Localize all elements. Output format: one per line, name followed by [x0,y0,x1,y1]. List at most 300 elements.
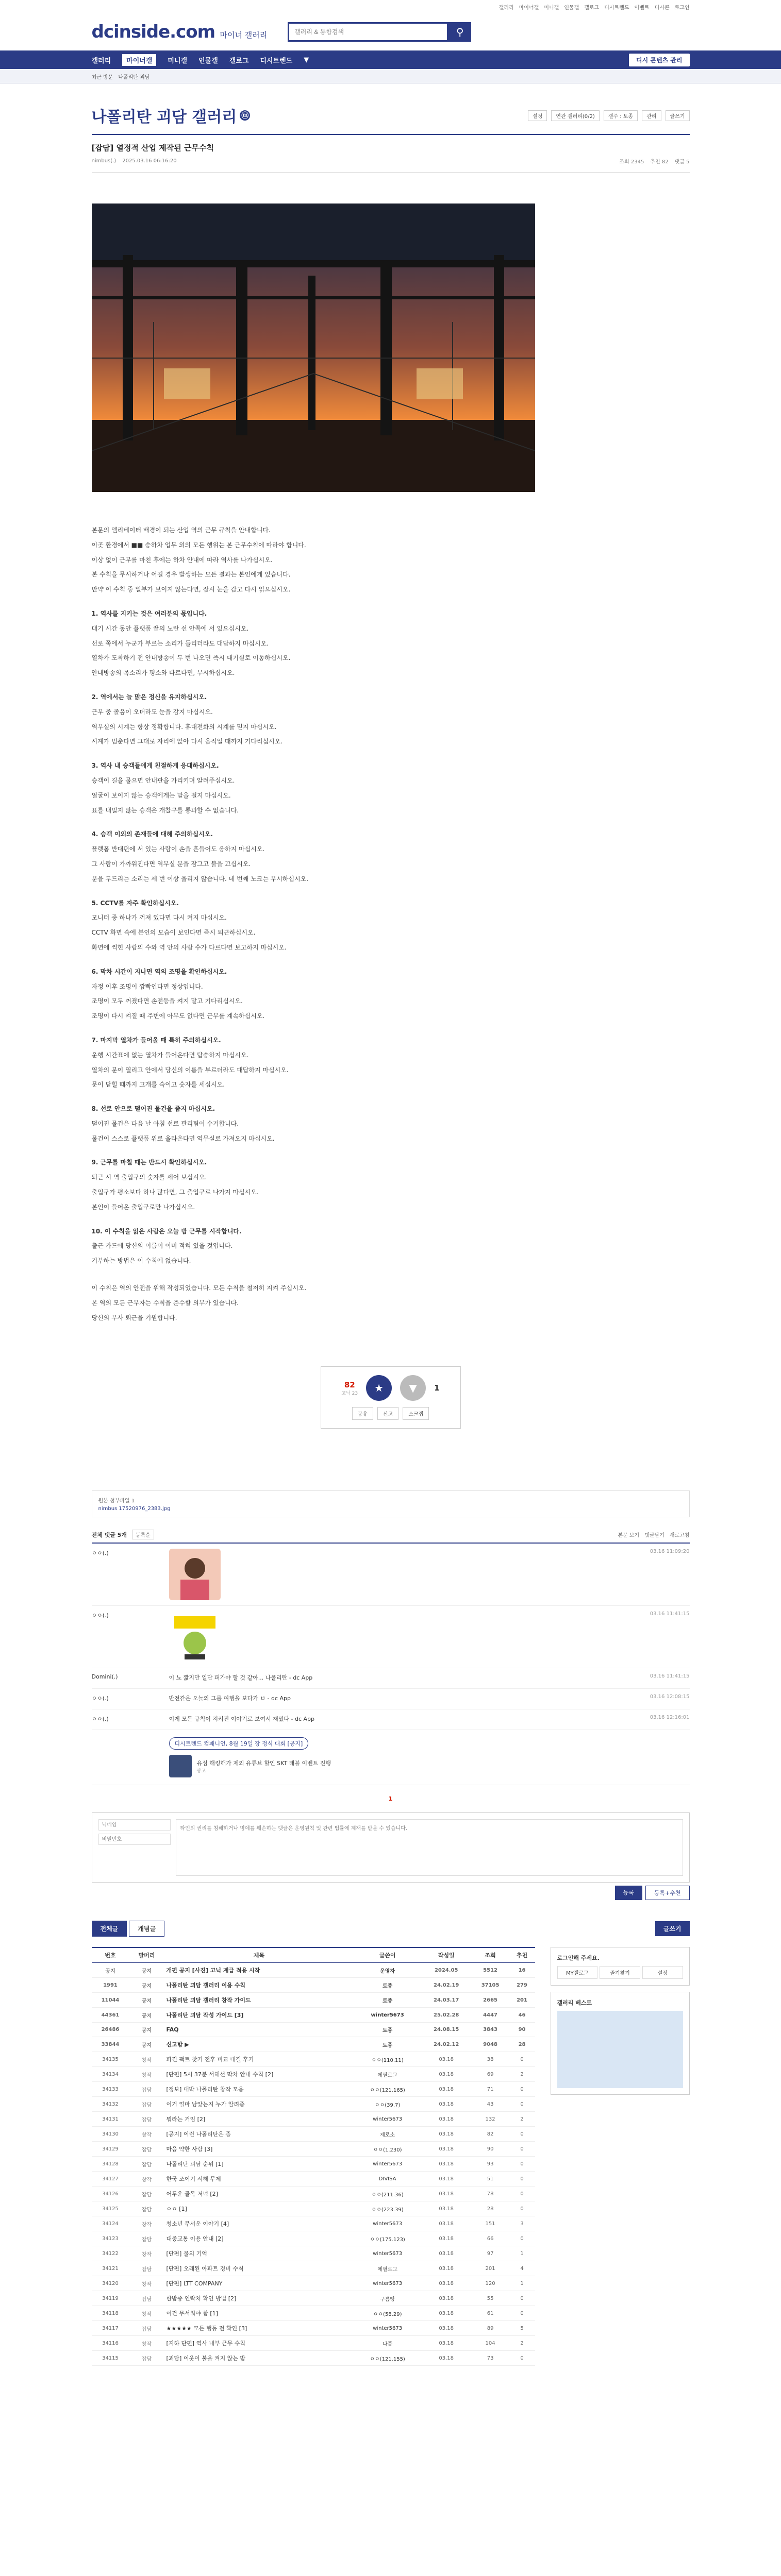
cell-title[interactable]: 나폴리탄 괴담 작성 가이드 [3] [164,2008,354,2023]
cell-writer[interactable]: winter5673 [354,2321,421,2336]
trend-image[interactable] [557,2011,683,2088]
comment-header [92,1530,690,1544]
recommend-area [92,1366,690,1429]
table-row[interactable] [92,2276,535,2291]
cell-sub: 창작 [129,2172,164,2187]
cell-view: 38 [472,2052,509,2067]
table-row[interactable] [92,2246,535,2261]
sidebar [551,1947,690,2366]
recommend-up-count: 82 [344,1380,355,1389]
table-row[interactable] [92,2216,535,2231]
cell-title[interactable]: [괴담] 이웃이 불을 켜지 않는 밤 [164,2351,354,2366]
table-row[interactable] [92,2231,535,2246]
comment-nick[interactable]: Domini(.) [91,1673,118,1681]
comment-pagination [92,1795,690,1802]
submit-comment-button[interactable]: 등록 [615,1886,642,1900]
cell-num: 34134 [92,2067,129,2082]
board-area [92,1947,690,2366]
cell-view: 4447 [472,2008,509,2023]
cell-date: 03.18 [421,2276,472,2291]
rule-line: 떨어진 물건은 다음 날 아침 선로 관리팀이 수거합니다. [91,1120,239,1127]
cell-date: 03.18 [421,2127,472,2142]
cell-num: 34115 [92,2351,129,2366]
side-tab-settings[interactable]: 설정 [642,1966,683,1979]
cell-writer[interactable]: ㅇㅇ(110.11) [354,2052,421,2067]
share-button[interactable]: 공유 [352,1407,373,1420]
post-image[interactable] [92,204,535,492]
cell-num: 34129 [92,2142,129,2157]
cell-rec: 0 [509,2231,535,2246]
col-views: 조회 [485,1952,496,1959]
cell-sub: 창작 [129,2246,164,2261]
cell-title[interactable]: 이거 얼마 남았는지 누가 알려줌 [164,2097,354,2112]
cell-rec: 5 [509,2321,535,2336]
cell-writer[interactable]: ㅇㅇ(211.36) [354,2187,421,2201]
search-icon: ⚲ [456,26,464,38]
side-tab-gallog[interactable]: MY갤로그 [557,1966,598,1979]
cell-view: 73 [472,2351,509,2366]
cell-title[interactable]: ㅇㅇ [1] [164,2201,354,2216]
cell-title[interactable]: 이건 무서워야 함 [1] [164,2306,354,2321]
gallery-manager[interactable]: 갤주 : 토종 [604,110,638,121]
cell-num: 1991 [92,1978,129,1993]
intro-paragraph: 이상 없이 근무를 마친 후에는 하차 안내에 따라 역사를 나가십시오. [91,556,273,564]
comment-write-box [92,1812,690,1883]
util-link[interactable]: 미니갤 [544,5,559,11]
table-row[interactable] [92,2157,535,2172]
cell-num: 11044 [92,1993,129,2008]
cell-rec: 2 [509,2067,535,2082]
cell-writer[interactable]: ㅇㅇ(223.39) [354,2201,421,2216]
person-photo [169,1549,221,1600]
comment-date: 03.16 11:09:20 [650,1549,690,1555]
refresh-comments-link[interactable]: 새로고침 [669,1533,690,1539]
ad-title[interactable]: 유심 해킹해가 제외 유튜브 할인 SKT 태블 이벤트 진행 [196,1759,331,1767]
cell-view: 2665 [472,1993,509,2008]
cell-view: 151 [472,2216,509,2231]
rule-line: CCTV 화면 속에 본인의 모습이 보인다면 즉시 퇴근하십시오. [91,929,256,937]
cell-view: 97 [472,2246,509,2261]
ad-label: 광고 [196,1768,206,1774]
rule-line: 본인이 들어온 출입구로만 나가십시오. [91,1203,195,1211]
cell-title[interactable]: [단편] LTT COMPANY [164,2276,354,2291]
fixed-nick-recommend: 고닉 23 [341,1391,358,1396]
cell-sub: 잡담 [129,2097,164,2112]
related-gallery-button[interactable]: 연관 갤러리(0/2) [551,110,599,121]
rule-heading: 9. 근무를 마칠 때는 반드시 확인하십시오. [91,1159,207,1166]
cell-num: 34130 [92,2127,129,2142]
cell-date: 03.18 [421,2321,472,2336]
cell-title[interactable]: 뭐라는 거임 [2] [164,2112,354,2127]
cell-rec: 0 [509,2052,535,2067]
rule-line: 모니터 중 하나가 꺼져 있다면 다시 켜지 마십시오. [91,914,227,922]
comment-date: 03.16 12:16:01 [650,1715,690,1721]
cell-rec: 16 [509,1963,535,1978]
util-link[interactable]: 이벤트 [634,5,650,11]
cell-sub: 공지 [129,1993,164,2008]
table-row[interactable] [92,2351,535,2366]
rule-heading: 1. 역사를 지키는 것은 여러분의 몫입니다. [91,609,207,617]
rule-line: 조명이 모두 꺼졌다면 손전등을 켜지 말고 기다리십시오. [91,997,243,1005]
recent-visit-bar [0,69,781,83]
cell-writer[interactable]: ㅇㅇ(175.123) [354,2231,421,2246]
rule-line: 조명이 다시 켜질 때 주변에 아무도 없다면 근무를 계속하십시오. [91,1012,265,1020]
cell-title[interactable]: 나폴리탄 괴담 갤러리 창작 가이드 [164,1993,354,2008]
nav-item-trend[interactable]: 디시트렌드 [260,57,293,65]
intro-paragraph: 본문의 엘리베이터 배경이 되는 산업 역의 근무 규칙을 안내합니다. [91,527,271,534]
cell-rec: 2 [509,2336,535,2351]
cell-writer[interactable]: ㅇㅇ(58.29) [354,2306,421,2321]
list-tabs [92,1921,690,1937]
comment-nick[interactable]: ㅇㅇ(.) [91,1550,109,1557]
rule-line: 얼굴이 보이지 않는 승객에게는 말을 걸지 마십시오. [91,791,231,799]
util-link[interactable]: 마이너갤 [519,5,539,11]
util-link[interactable]: 갤로그 [584,5,600,11]
cell-date: 25.02.28 [421,2008,472,2023]
rule-heading: 10. 이 수칙을 읽은 사람은 오늘 밤 근무를 시작합니다. [91,1227,242,1235]
cell-num: 공지 [92,1963,129,1978]
view-post-link[interactable]: 본문 보기 [618,1533,640,1539]
ad-tag[interactable]: 디시트렌드 컴패니언, 8월 19일 장 정식 대회 [공지] [169,1737,309,1750]
submit-recommend-button[interactable]: 등록+추천 [645,1886,690,1900]
table-row[interactable] [92,2008,535,2023]
nickname-input[interactable] [98,1819,171,1831]
table-row[interactable] [92,2336,535,2351]
cell-title[interactable]: ★★★★★ 모든 행동 전 확인 [3] [164,2321,354,2336]
cell-title[interactable]: [정보] 대박 나폴리탄 창작 모음 [164,2082,354,2097]
cell-writer[interactable]: DIVISA [354,2172,421,2187]
comment-image[interactable] [169,1549,221,1600]
cell-title[interactable]: [단편] 오래된 아파트 경비 수칙 [164,2261,354,2276]
cell-date: 03.18 [421,2336,472,2351]
nav-item-minor[interactable]: 마이너갤 [122,54,156,66]
table-row[interactable] [92,1978,535,1993]
table-row[interactable] [92,2023,535,2037]
cell-title[interactable]: 나폴리탄 괴담 갤러리 이용 수칙 [164,1978,354,1993]
cell-date: 03.18 [421,2201,472,2216]
cell-writer[interactable]: 토종 [354,2037,421,2052]
cell-title[interactable]: 신고함 ▶ [164,2037,354,2052]
cell-writer[interactable]: ㅇㅇ(39.7) [354,2097,421,2112]
cell-sub: 잡담 [129,2157,164,2172]
post-author[interactable]: nimbus(.) [91,158,117,164]
ad-thumbnail[interactable] [169,1755,192,1777]
cell-title[interactable]: 청소년 무서운 이야기 [4] [164,2216,354,2231]
cell-date: 2024.05 [421,1963,472,1978]
table-row[interactable] [92,2187,535,2201]
cell-view: 3843 [472,2023,509,2037]
cell-view: 90 [472,2142,509,2157]
table-row[interactable] [92,2127,535,2142]
rule-heading: 3. 역사 내 승객들에게 친절하게 응대하십시오. [91,762,219,770]
post-comment-count[interactable]: 댓글 5 [674,159,690,165]
rule-line: 시계가 멈춘다면 그대로 자리에 앉아 다시 움직일 때까지 기다리십시오. [91,738,283,745]
comment-date: 03.16 11:41:15 [650,1673,690,1680]
rule-line: 화면에 찍힌 사람의 수와 역 안의 사람 수가 다르다면 보고하지 마십시오. [91,943,287,951]
login-link[interactable]: 로그인 [674,5,690,11]
cell-sub: 잡담 [129,2112,164,2127]
nav-item-person[interactable]: 인물갤 [198,57,218,65]
cell-writer[interactable]: 제로소 [354,2127,421,2142]
cell-writer[interactable]: 나폴 [354,2336,421,2351]
cell-writer[interactable]: winter5673 [354,2008,421,2023]
post-title: [잡담] 열정적 산업 제작된 근무수칙 [91,143,214,152]
cell-sub: 잡담 [129,2142,164,2157]
cell-date: 03.18 [421,2306,472,2321]
table-row[interactable] [92,2142,535,2157]
cell-rec: 4 [509,2261,535,2276]
cell-writer[interactable]: 토종 [354,1978,421,1993]
search-input[interactable] [288,22,448,42]
recommend-down-button[interactable] [400,1375,426,1401]
cell-rec: 201 [509,1993,535,2008]
page-number[interactable]: 1 [388,1795,393,1803]
tab-best-posts[interactable]: 개념글 [129,1921,164,1937]
cell-num: 34116 [92,2336,129,2351]
rule-line: 출입구가 평소보다 하나 많다면, 그 출입구로 나가지 마십시오. [91,1189,259,1196]
table-row[interactable] [92,1993,535,2008]
cell-date: 03.18 [421,2112,472,2127]
cell-rec: 0 [509,2127,535,2142]
nav-more-icon[interactable]: ▼ [304,56,309,64]
table-row[interactable] [92,2112,535,2127]
cell-num: 34126 [92,2187,129,2201]
gallery-title[interactable]: 나폴리탄 괴담 갤러리 [91,108,237,126]
trend-box [551,1992,690,2095]
cell-date: 03.18 [421,2157,472,2172]
cell-view: 132 [472,2112,509,2127]
cell-title[interactable]: [공지] 이런 나폴리탄은 좀 [164,2127,354,2142]
post-date: 2025.03.16 06:16:20 [122,158,177,164]
comment-date: 03.16 12:08:15 [650,1694,690,1700]
login-box [551,1947,690,1986]
rule-line: 승객이 길을 물으면 안내판을 가리키며 알려주십시오. [91,776,235,784]
util-link[interactable]: 갤러리 [498,5,514,11]
rule-line: 열차의 문이 열리고 안에서 당신의 이름을 부르더라도 대답하지 마십시오. [91,1066,289,1074]
rule-line: 열차가 도착하기 전 안내방송이 두 번 나오면 즉시 대기실로 이동하십시오. [91,654,291,662]
comment-item [92,1606,690,1668]
rule-line: 안내방송의 목소리가 평소와 다르다면, 무시하십시오. [91,669,235,677]
cell-title[interactable]: 어두운 골목 저녁 [2] [164,2187,354,2201]
comment-nick[interactable]: ㅇㅇ(.) [91,1695,109,1702]
cell-date: 24.03.17 [421,1993,472,2008]
cell-view: 78 [472,2187,509,2201]
search-box [288,22,471,42]
cell-view: 9048 [472,2037,509,2052]
password-input[interactable] [98,1834,171,1845]
post-body [92,173,690,1346]
cell-date: 03.18 [421,2052,472,2067]
col-number: 번호 [105,1952,116,1959]
gallery-header [92,104,690,135]
cell-writer[interactable]: ㅇㅇ(121.155) [354,2351,421,2366]
cell-rec: 0 [509,2187,535,2201]
table-row[interactable] [92,2261,535,2276]
cell-num: 34120 [92,2276,129,2291]
site-logo[interactable] [92,22,268,42]
cell-title[interactable]: 나폴리탄 괴담 순위 [1] [164,2157,354,2172]
cell-title[interactable]: 한밤중 연락처 확인 방법 [2] [164,2291,354,2306]
rule-line: 역무실의 시계는 항상 정확합니다. 휴대전화의 시계를 믿지 마십시오. [91,723,277,731]
cell-writer[interactable]: 운영자 [354,1963,421,1978]
logo-text: dcinside.com [91,22,215,42]
table-row[interactable] [92,2097,535,2112]
cell-title[interactable]: [단편] 물의 기억 [164,2246,354,2261]
cell-sub: 잡담 [129,2201,164,2216]
tab-all-posts[interactable]: 전체글 [92,1921,127,1937]
rule-heading: 7. 마지막 열차가 들어올 때 특히 주의하십시오. [91,1036,221,1044]
comment-item [92,1544,690,1606]
cell-num: 34127 [92,2172,129,2187]
post-header [92,135,690,173]
table-row[interactable] [92,2306,535,2321]
gallery-setting-button[interactable]: 설정 [528,110,547,121]
cell-rec: 46 [509,2008,535,2023]
cell-date: 03.18 [421,2067,472,2082]
rule-line: 근무 중 졸음이 오더라도 눈을 감지 마십시오. [91,708,213,716]
cell-num: 34117 [92,2321,129,2336]
rule-line: 자정 이후 조명이 깜빡인다면 정상입니다. [91,982,203,990]
cell-writer[interactable]: winter5673 [354,2246,421,2261]
cell-date: 03.18 [421,2261,472,2276]
cell-num: 34124 [92,2216,129,2231]
cell-writer[interactable]: 에필로그 [354,2067,421,2082]
comment-item [92,1668,690,1689]
report-button[interactable]: 신고 [377,1407,398,1420]
util-link[interactable]: 인물갤 [564,5,579,11]
cell-writer[interactable]: winter5673 [354,2157,421,2172]
cell-title[interactable]: [단편] 5시 37분 서해선 막차 안내 수칙 [2] [164,2067,354,2082]
rule-heading: 5. CCTV를 자주 확인하십시오. [91,899,179,907]
rule-line: 선로 쪽에서 누군가 부르는 소리가 들리더라도 대답하지 마십시오. [91,639,269,647]
attachment-file-link[interactable]: nimbus 17520976_2383.jpg [98,1506,171,1512]
cell-writer[interactable]: winter5673 [354,2276,421,2291]
comment-sort-select[interactable]: 등록순 [132,1530,154,1539]
comment-text: 이게 모든 규칙이 지켜진 이야기로 보여서 재밌다 - dc App [169,1716,314,1723]
dccon-sticker[interactable] [169,1611,221,1663]
cell-rec: 0 [509,2351,535,2366]
gallery-write-button[interactable]: 글쓰기 [666,110,690,121]
recent-gallery-link[interactable]: 나폴리탄 괴담 [118,74,150,80]
cell-title[interactable]: FAQ [164,2023,354,2037]
recommend-up-button[interactable] [366,1375,392,1401]
comment-item [92,1709,690,1730]
comment-date: 03.16 11:41:15 [650,1611,690,1617]
cell-num: 34125 [92,2201,129,2216]
cell-view: 37105 [472,1978,509,1993]
login-prompt[interactable]: 로그인해 주세요. [557,1955,600,1962]
cell-num: 34133 [92,2082,129,2097]
closing-paragraph: 이 수칙은 역의 안전을 위해 작성되었습니다. 모든 수칙을 철저히 지켜 주십시오. [91,1284,307,1292]
rule-line: 표를 내밀지 않는 승객은 개찰구를 통과할 수 없습니다. [91,806,239,814]
site-header [92,13,690,50]
cell-date: 24.02.19 [421,1978,472,1993]
nav-item-mini[interactable]: 미니갤 [168,57,188,65]
cell-writer[interactable]: winter5673 [354,2216,421,2231]
cell-rec: 90 [509,2023,535,2037]
cell-num: 26486 [92,2023,129,2037]
cell-title[interactable]: 파견 팩트 찾기 전후 비교 대결 후기 [164,2052,354,2067]
scrap-button[interactable]: 스크랩 [403,1407,429,1420]
cell-writer[interactable]: winter5673 [354,2112,421,2127]
rules-sections [92,606,690,1268]
cell-title[interactable]: 대중교통 이용 안내 [2] [164,2231,354,2246]
post-list-table [92,1947,535,2366]
cell-writer[interactable]: 구름빵 [354,2291,421,2306]
cell-view: 71 [472,2082,509,2097]
cell-date: 03.18 [421,2172,472,2187]
close-comments-link[interactable]: 댓글닫기 [644,1533,664,1539]
nav-item-gallery[interactable]: 갤러리 [91,57,111,65]
cell-rec: 0 [509,2097,535,2112]
rule-line: 거부하는 방법은 이 수칙에 없습니다. [91,1257,191,1265]
cell-writer[interactable]: ㅇㅇ(1.230) [354,2142,421,2157]
cell-title[interactable]: 마음 약한 사람 [3] [164,2142,354,2157]
cell-view: 28 [472,2201,509,2216]
cell-sub: 창작 [129,2276,164,2291]
table-row[interactable] [92,2037,535,2052]
cell-view: 89 [472,2321,509,2336]
cell-rec: 28 [509,2037,535,2052]
cell-title[interactable]: [지하 단편] 역사 내부 근무 수칙 [164,2336,354,2351]
comment-nick[interactable]: ㅇㅇ(.) [91,1716,109,1723]
cell-view: 55 [472,2291,509,2306]
comment-textarea[interactable] [176,1819,683,1876]
global-nav [0,50,781,69]
table-row[interactable] [92,2052,535,2067]
cell-sub: 창작 [129,2052,164,2067]
table-row[interactable] [92,2067,535,2082]
cell-num: 34131 [92,2112,129,2127]
write-post-button[interactable]: 글쓰기 [655,1921,690,1936]
cell-sub: 창작 [129,2067,164,2082]
cell-date: 03.18 [421,2291,472,2306]
rule-line: 운행 시간표에 없는 열차가 들어온다면 탑승하지 마십시오. [91,1051,249,1059]
comment-nick[interactable]: ㅇㅇ(.) [91,1612,109,1619]
util-link[interactable]: 디시콘 [654,5,670,11]
table-row[interactable] [92,2201,535,2216]
cell-writer[interactable]: ㅇㅇ(121.165) [354,2082,421,2097]
table-row[interactable] [92,2321,535,2336]
rule-line: 대기 시간 동안 플랫폼 끝의 노란 선 안쪽에 서 있으십시오. [91,624,249,632]
cell-sub: 공지 [129,2023,164,2037]
cell-title[interactable]: 개편 공지 [사진] 고닉 계급 적용 시작 [164,1963,354,1978]
content-manage-button[interactable]: 디시 콘텐츠 관리 [629,54,690,66]
cell-view: 61 [472,2306,509,2321]
search-button[interactable] [448,22,471,42]
cell-date: 03.18 [421,2351,472,2366]
side-tab-favorites[interactable]: 즐겨찾기 [600,1966,640,1979]
table-row[interactable] [92,2172,535,2187]
comment-item [92,1689,690,1709]
cell-writer[interactable]: 토종 [354,2023,421,2037]
cell-title[interactable]: 한국 조이기 서해 무제 [164,2172,354,2187]
rule-line: 문을 두드리는 소리는 세 번 이상 울리지 않습니다. 네 번째 노크는 무시하십시오. [91,875,309,883]
cell-writer[interactable]: 토종 [354,1993,421,2008]
attachment-title: 원본 첨부파일 1 [98,1498,135,1504]
table-row[interactable] [92,2082,535,2097]
nav-item-gallog[interactable]: 갤로그 [229,57,249,65]
gallery-admin-button[interactable]: 관리 [642,110,661,121]
cell-writer[interactable]: 에필로그 [354,2261,421,2276]
cell-num: 33844 [92,2037,129,2052]
comment-text: 반전같은 오늘의 그룹 여행을 보다가 ㅂ - dc App [169,1695,291,1702]
attachment-box [92,1490,690,1517]
table-row[interactable] [92,2291,535,2306]
table-row[interactable] [92,1963,535,1978]
util-link[interactable]: 디시트렌드 [604,5,629,11]
post-recommend-count: 추천 82 [650,159,669,165]
